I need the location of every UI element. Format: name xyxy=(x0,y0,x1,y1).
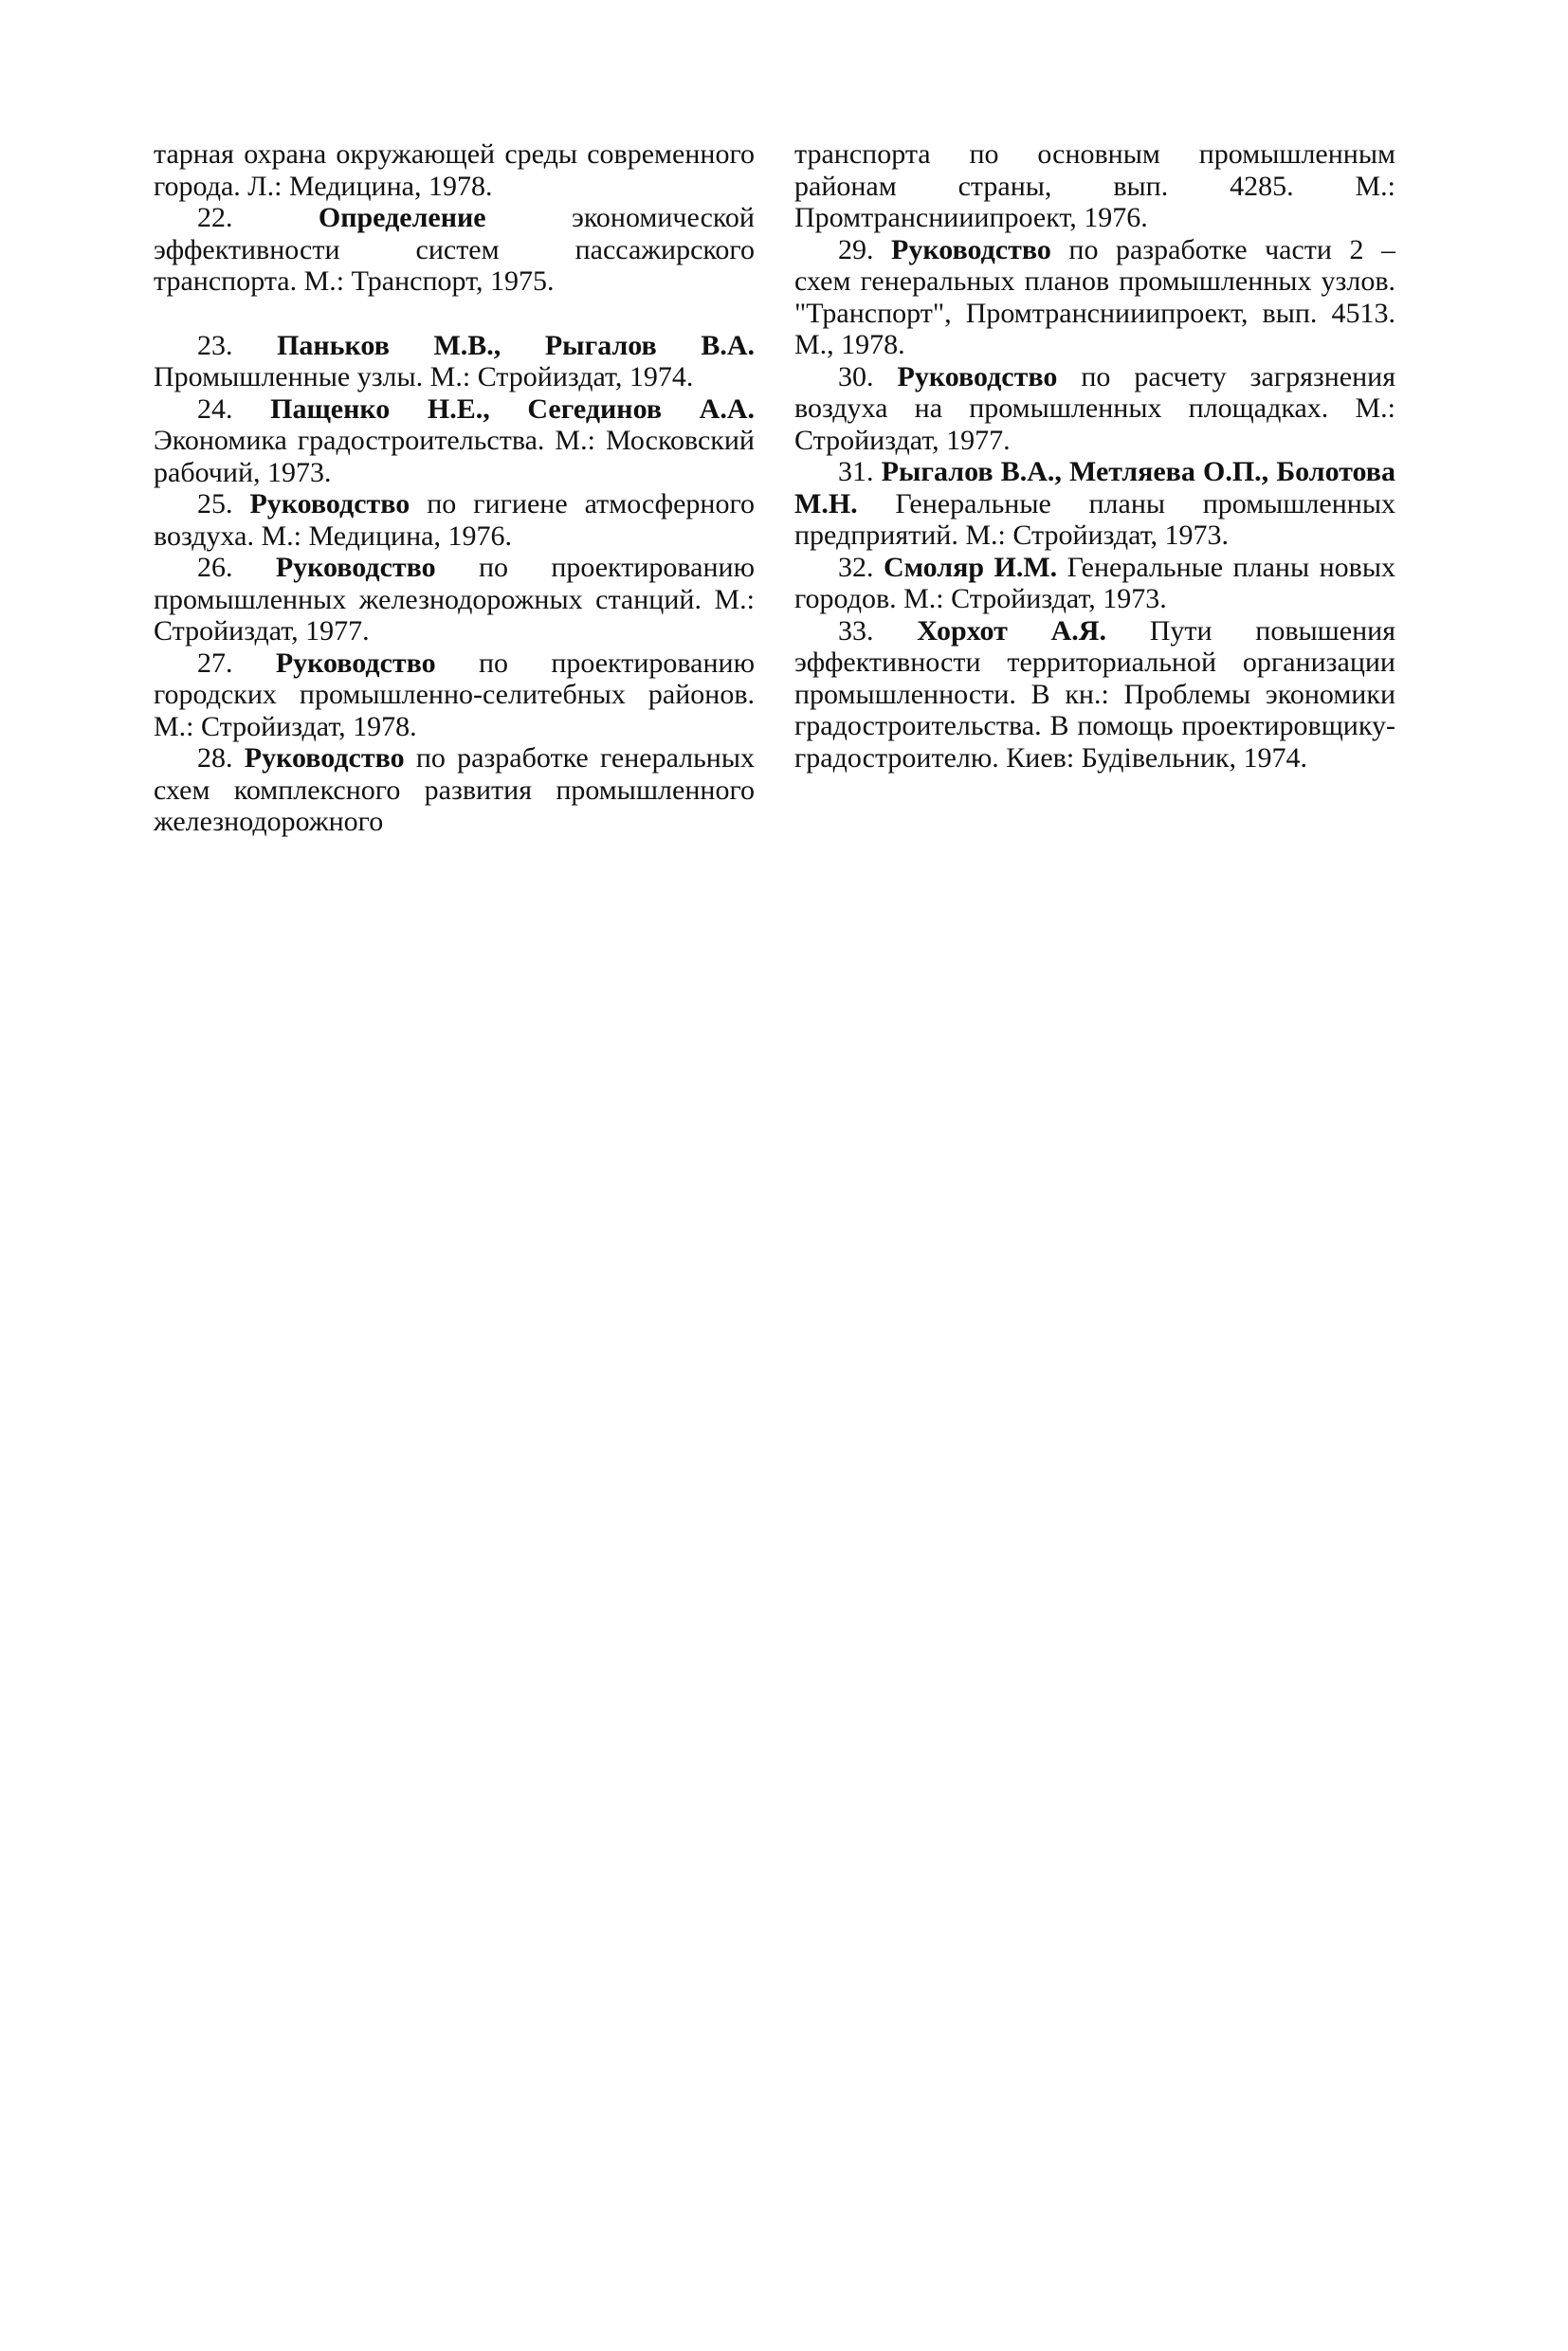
left-column xyxy=(154,138,755,838)
entry-text: Генеральные планы новых городов. М.: Стройиздат, 1973. xyxy=(794,551,1395,614)
entry-text: Генеральные планы промышленных предприятий. М.: Стройиздат, 1973. xyxy=(794,487,1395,551)
entry-text: экономической эффективности систем пассажирского транспорта. М.: Транспорт, 1975. xyxy=(154,202,755,297)
bibliography-entry-23 xyxy=(154,330,755,393)
bibliography-entry-32 xyxy=(794,552,1395,615)
entry-text: по гигиене атмосферного воздуха. М.: Медицина, 1976. xyxy=(154,488,756,552)
bibliography-entry-30 xyxy=(794,361,1395,457)
entry-text: по разработке части 2 – схем генеральных планов промышленных узлов. "Транспорт", Промтранснииипроект, вып. 4513. М., 1978. xyxy=(794,233,1396,360)
bibliography-entry-28-continuation xyxy=(794,138,1395,234)
entry-text: Пути повышения эффективности территориальной организации промышленности. В кн.: Проблемы экономики градостроительства. В помощь проектировщику-градостроителю. Киев: Будівельник, 1974. xyxy=(794,614,1395,774)
entry-author: Руководство xyxy=(891,233,1051,265)
entry-number: 31. xyxy=(838,456,874,487)
entry-number: 22. xyxy=(197,202,233,233)
entry-text: по проектированию городских промышленно-селитебных районов. М.: Стройиздат, 1978. xyxy=(154,647,756,742)
entry-author: Смоляр И.М. xyxy=(883,551,1058,583)
entry-number: 29. xyxy=(838,233,874,265)
entry-author: Рыгалов В.А., Метляева О.П., Болотова М.Н. xyxy=(794,456,1395,519)
entry-author: Пащенко Н.Е., Сегединов А.А. xyxy=(270,392,755,425)
entry-text: Экономика градостроительства. М.: Московский рабочий, 1973. xyxy=(154,425,755,488)
bibliography-entry-24 xyxy=(154,393,755,489)
bibliography-entry-29 xyxy=(794,234,1395,361)
entry-number: 30. xyxy=(838,360,874,392)
entry-text: транспорта по основным промышленным районам страны, вып. 4285. М.: Промтранснииипроект, 1976. xyxy=(794,138,1395,233)
entry-text: по разработке генеральных схем комплексного развития промышленного железнодорожного xyxy=(154,742,756,837)
bibliography-entry-21-continuation xyxy=(154,138,755,202)
entry-author: Хорхот А.Я. xyxy=(917,614,1106,647)
bibliography-entry-22 xyxy=(154,202,755,298)
entry-author: Руководство xyxy=(249,488,410,519)
entry-author: Паньков М.В., Рыгалов В.А. xyxy=(277,329,755,361)
entry-text: тарная охрана окружающей среды современного города. Л.: Медицина, 1978. xyxy=(154,138,755,202)
entry-author: Руководство xyxy=(275,552,436,583)
entry-number: 33. xyxy=(838,614,874,647)
entry-text: по проектированию промышленных железнодорожных станций. М.: Стройиздат, 1977. xyxy=(154,552,756,647)
entry-number: 27. xyxy=(197,647,233,679)
entry-number: 26. xyxy=(197,552,233,583)
entry-author: Определение xyxy=(318,202,486,233)
bibliography-entry-26 xyxy=(154,552,755,647)
entry-author: Руководство xyxy=(897,360,1058,392)
entry-number: 24. xyxy=(197,392,233,425)
entry-author: Руководство xyxy=(244,742,405,774)
right-column xyxy=(794,138,1395,774)
entry-number: 23. xyxy=(197,329,233,361)
entry-number: 28. xyxy=(197,742,233,774)
entry-text: по расчету загрязнения воздуха на промышленных площадках. М.: Стройиздат, 1977. xyxy=(794,360,1395,456)
bibliography-entry-27 xyxy=(154,647,755,743)
entry-author: Руководство xyxy=(275,647,436,679)
entry-number: 32. xyxy=(838,551,874,583)
bibliography-entry-28 xyxy=(154,742,755,838)
bibliography-entry-25 xyxy=(154,488,755,552)
entry-number: 25. xyxy=(197,488,233,519)
entry-text: Промышленные узлы. М.: Стройиздат, 1974. xyxy=(154,361,694,392)
bibliography-entry-31 xyxy=(794,456,1395,552)
bibliography-entry-33 xyxy=(794,615,1395,775)
